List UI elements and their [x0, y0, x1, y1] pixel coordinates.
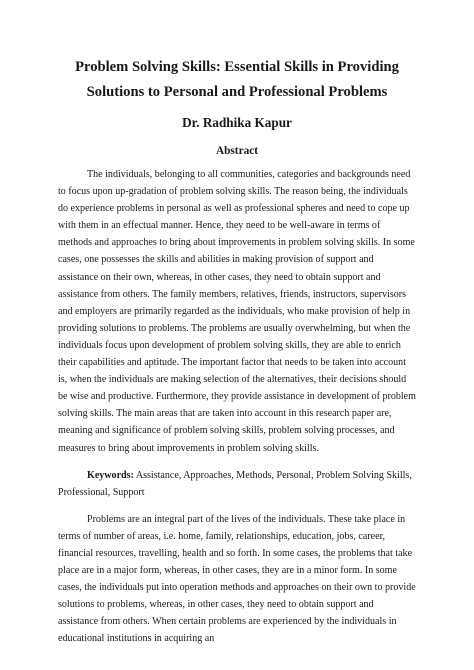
- paper-title: Problem Solving Skills: Essential Skills in Providing Solutions to Personal and Professional Problems: [75, 59, 399, 100]
- keywords-paragraph: [58, 467, 416, 501]
- author-name: Dr. Radhika Kapur: [182, 115, 292, 130]
- keywords-text: Assistance, Approaches, Methods, Personal, Problem Solving Skills, Professional, Support: [58, 469, 412, 498]
- abstract-heading: Abstract: [215, 145, 259, 157]
- abstract-paragraph: The individuals, belonging to all communities, categories and backgrounds need to focus upon up-gradation of problem solving skills. The reason being, the individuals do experience problems in personal as well as professional spheres and need to cope up with them in an effectual manner. Hence, they need to be well-aware in terms of methods and approaches to bring about improvements in problem solving skills. In some cases, one possesses the skills and abilities in making provision of support and assistance on their own, whereas, in other cases, they need to obtain support and assistance from others. The family members, relatives, friends, instructors, supervisors and employers are primarily regarded as the individuals, who make provision of help in providing solutions to problems. The problems are usually overwhelming, but when the individuals focus upon development of problem solving skills, they are able to enrich their capabilities and aptitude. The important factor that needs to be taken into account is, when the individuals are making selection of the alternatives, their decisions should be wise and productive. Furthermore, they provide assistance in development of problem solving skills. The main areas that are taken into account in this research paper are, meaning and significance of problem solving skills, problem solving processes, and measures to bring about improvements in problem solving skills.: [58, 169, 416, 454]
- keywords-label: Keywords:: [87, 469, 134, 481]
- introduction-paragraph: Problems are an integral part of the lives of the individuals. These take place in terms of number of areas, i.e. home, family, relationships, education, jobs, career, financial resources, travelling, health and so forth. In some cases, the problems that take place are in a major form, whereas, in other cases, they are in a minor form. In some cases, the individuals put into operation methods and approaches on their own to provide solutions to problems, whereas, in other cases, they need to obtain support and assistance from others. When certain problems are experienced by the individuals in educational institutions in acquiring an: [58, 513, 416, 645]
